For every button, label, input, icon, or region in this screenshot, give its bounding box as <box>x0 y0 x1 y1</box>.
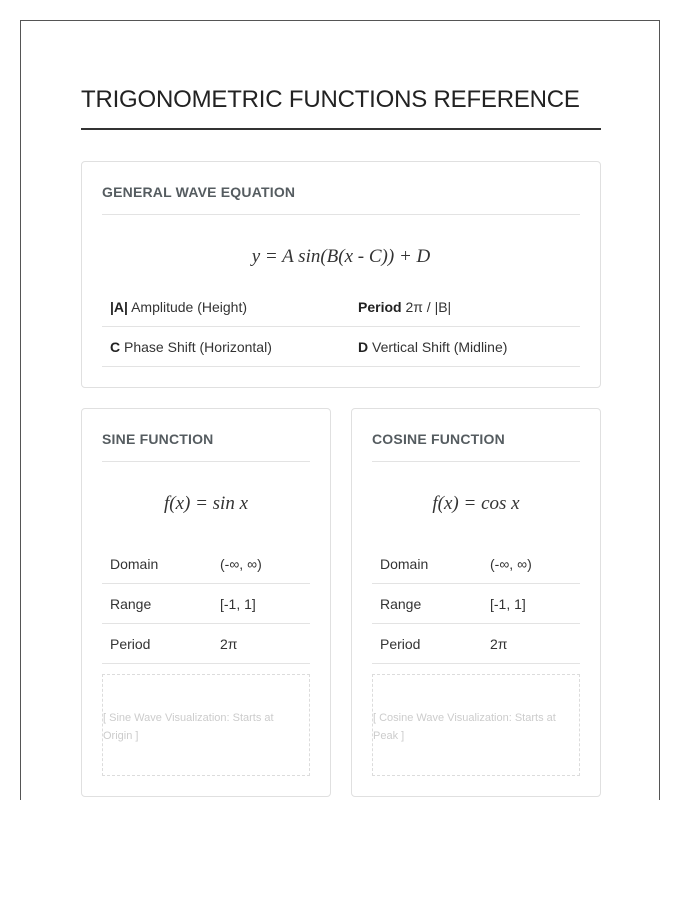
param-description: Phase Shift (Horizontal) <box>124 339 272 355</box>
cosine-visualization-placeholder <box>372 674 580 776</box>
sine-card <box>81 408 331 797</box>
param-phase-shift <box>110 339 272 355</box>
title-divider <box>81 128 601 130</box>
property-label: Period <box>110 636 151 652</box>
row-divider <box>102 663 310 664</box>
param-description: Vertical Shift (Midline) <box>372 339 508 355</box>
param-description: Amplitude (Height) <box>131 299 248 315</box>
property-value: 2π <box>490 636 508 652</box>
sine-visualization-placeholder <box>102 674 310 776</box>
param-symbol: C <box>110 339 121 355</box>
property-value: (-∞, ∞) <box>490 556 532 572</box>
property-label: Range <box>380 596 422 612</box>
general-wave-heading: GENERAL WAVE EQUATION <box>102 184 296 200</box>
card-divider <box>372 461 580 462</box>
param-symbol: |A| <box>110 299 128 315</box>
row-divider <box>372 663 580 664</box>
param-symbol: Period <box>358 299 402 315</box>
row-divider <box>372 623 580 624</box>
property-label: Range <box>110 596 152 612</box>
general-wave-card <box>81 161 601 388</box>
property-value: 2π <box>220 636 238 652</box>
row-divider <box>102 326 580 327</box>
param-description: 2π / |B| <box>405 299 452 315</box>
property-label: Domain <box>380 556 429 572</box>
cosine-card <box>351 408 601 797</box>
param-symbol: D <box>358 339 369 355</box>
page-title: TRIGONOMETRIC FUNCTIONS REFERENCE <box>81 86 580 113</box>
property-label: Period <box>380 636 421 652</box>
property-label: Domain <box>110 556 159 572</box>
cosine-formula: f(x) = cos x <box>432 493 520 514</box>
general-wave-formula: y = A sin(B(x - C)) + D <box>251 246 431 267</box>
row-divider <box>372 583 580 584</box>
row-divider <box>102 366 580 367</box>
param-period <box>358 299 451 315</box>
sine-formula: f(x) = sin x <box>163 493 249 514</box>
param-vertical-shift <box>358 339 507 355</box>
card-divider <box>102 461 310 462</box>
property-value: [-1, 1] <box>220 596 256 612</box>
param-amplitude <box>110 299 247 315</box>
row-divider <box>102 583 310 584</box>
visualization-placeholder-text: [ Sine Wave Visualization: Starts at Origin ] <box>103 712 274 742</box>
cosine-heading: COSINE FUNCTION <box>372 431 505 447</box>
property-value: (-∞, ∞) <box>220 556 262 572</box>
visualization-placeholder-text: [ Cosine Wave Visualization: Starts at Peak ] <box>373 712 556 742</box>
row-divider <box>102 623 310 624</box>
property-value: [-1, 1] <box>490 596 526 612</box>
card-divider <box>102 214 580 215</box>
sine-heading: SINE FUNCTION <box>102 431 214 447</box>
